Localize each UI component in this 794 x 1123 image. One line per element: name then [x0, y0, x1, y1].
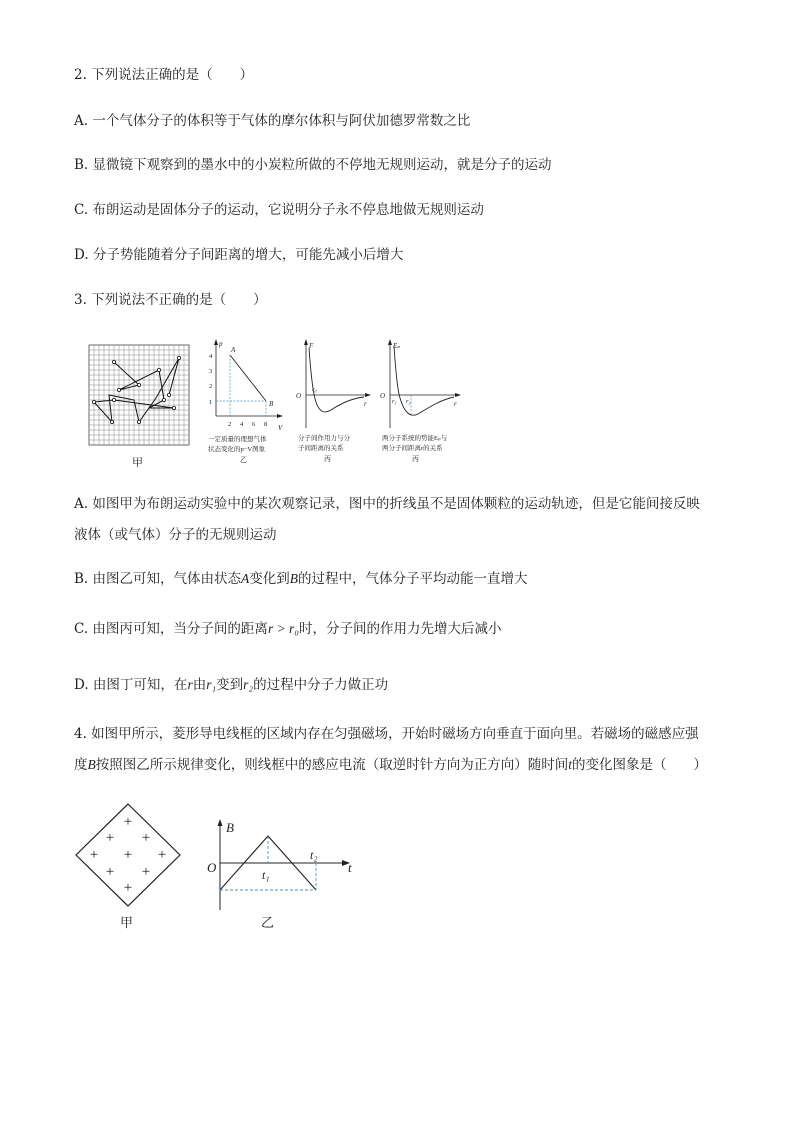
field-crosses	[90, 814, 166, 896]
svg-text:+: +	[105, 830, 115, 846]
q3-option-d: D. 由图丁可知，在r由r₁变到r₂的过程中分子力做正功	[74, 677, 389, 693]
f-axis-label: F	[309, 342, 314, 350]
p-ticks	[209, 353, 213, 406]
svg-text:+: +	[123, 814, 133, 830]
t2-label: t₂	[310, 848, 318, 862]
svg-text:+: +	[157, 847, 167, 863]
q3-option-c: C. 由图丙可知，当分子间的距离r > r₀时，分子间的作用力先增大后减小	[74, 621, 502, 637]
origin-label-q4: O	[207, 860, 217, 875]
q3-option-b: B. 由图乙可知，气体由状态A变化到B的过程中，气体分子平均动能一直增大	[74, 571, 528, 587]
svg-text:+: +	[141, 830, 151, 846]
q3-figure-yi	[206, 336, 286, 470]
fig-bing1-caption-1: 分子间作用力与分	[298, 435, 350, 442]
fig-jia-label-q4: 甲	[120, 915, 134, 930]
fig-bing2-label: 丙	[412, 455, 419, 463]
r-axis-label: r	[364, 400, 367, 408]
q3-option-a-line1: A. 如图甲为布朗运动实验中的某次观察记录，图中的折线虽不是固体颗粒的运动轨迹，但是它能间接反映	[74, 496, 700, 512]
q4-figure-yi	[204, 812, 364, 932]
r2-label: r₂	[406, 398, 411, 405]
q3-figure-bing-energy	[376, 336, 466, 470]
fig-yi-label-q4: 乙	[261, 915, 275, 930]
svg-text:3: 3	[209, 368, 213, 375]
q3-stem: 3. 下列说法不正确的是（ ）	[74, 292, 267, 308]
q3-option-a-line2: 液体（或气体）分子的无规则运动	[74, 527, 277, 543]
state-a-label: A	[231, 346, 236, 354]
brownian-grid	[89, 345, 189, 445]
fig-bing2-caption-1: 两分子系统的势能Eₚ与	[382, 435, 448, 442]
fig-yi-label: 乙	[240, 456, 247, 464]
svg-text:4: 4	[209, 353, 213, 360]
q3-figure-jia	[84, 340, 194, 470]
q2-option-c: C. 布朗运动是固体分子的运动，它说明分子永不停息地做无规则运动	[74, 202, 484, 218]
b-axis-label: B	[226, 820, 234, 835]
r1-label: r₁	[392, 398, 397, 405]
svg-text:1: 1	[209, 399, 213, 406]
q4-stem-line1: 4. 如图甲所示，菱形导电线框的区域内存在匀强磁场，开始时磁场方向垂直于面向里。若磁场的磁感应强	[74, 726, 699, 742]
v-ticks	[228, 421, 267, 428]
q4-figure-jia	[72, 800, 184, 932]
origin-label-2: O	[380, 392, 386, 400]
svg-text:+: +	[89, 847, 99, 863]
svg-text:2: 2	[228, 421, 232, 428]
svg-text:6: 6	[252, 421, 256, 428]
fig-bing1-label: 丙	[324, 455, 331, 463]
energy-curve	[394, 346, 454, 415]
force-curve	[309, 348, 364, 412]
q2-stem: 2. 下列说法正确的是（ ）	[74, 67, 254, 83]
fig-bing2-caption-2: 两分子间距离r的关系	[382, 445, 443, 452]
fig-yi-caption-2: 状态变化的p−V图象	[208, 446, 266, 453]
q2-option-d: D. 分子势能随着分子间距离的增大，可能先减小后增大	[74, 247, 404, 263]
state-b-label: B	[269, 400, 274, 408]
q4-stem-line2: 度B按照图乙所示规律变化，则线框中的感应电流（取逆时针方向为正方向）随时间t的变化图象是（ ）	[74, 757, 708, 773]
q2-option-b: B. 显微镜下观察到的墨水中的小炭粒所做的不停地无规则运动，就是分子的运动	[74, 157, 552, 173]
svg-text:+: +	[123, 847, 133, 863]
svg-text:+: +	[141, 864, 151, 880]
svg-text:4: 4	[240, 421, 244, 428]
fig-jia-label: 甲	[132, 457, 143, 469]
fig-bing1-caption-2: 子间距离的关系	[298, 445, 344, 452]
process-line-ab	[230, 355, 266, 401]
svg-text:2: 2	[209, 383, 213, 390]
svg-text:8: 8	[264, 421, 268, 428]
v-axis-label: V	[278, 424, 283, 432]
t1-label: t₁	[262, 868, 270, 882]
svg-text:+: +	[123, 880, 133, 896]
t-axis-label: t	[348, 860, 352, 875]
fig-yi-caption-1: 一定质量的理想气体	[208, 436, 267, 443]
origin-label: O	[296, 392, 302, 400]
ep-axis-label: Eₚ	[393, 342, 401, 350]
p-axis-label: p	[219, 340, 223, 348]
svg-text:+: +	[105, 864, 115, 880]
q3-figure-bing-force	[292, 336, 374, 470]
q2-option-a: A. 一个气体分子的体积等于气体的摩尔体积与阿伏加德罗常数之比	[74, 113, 471, 129]
r0-label: r₀	[312, 386, 317, 393]
r-axis-label-2: r	[454, 400, 457, 408]
